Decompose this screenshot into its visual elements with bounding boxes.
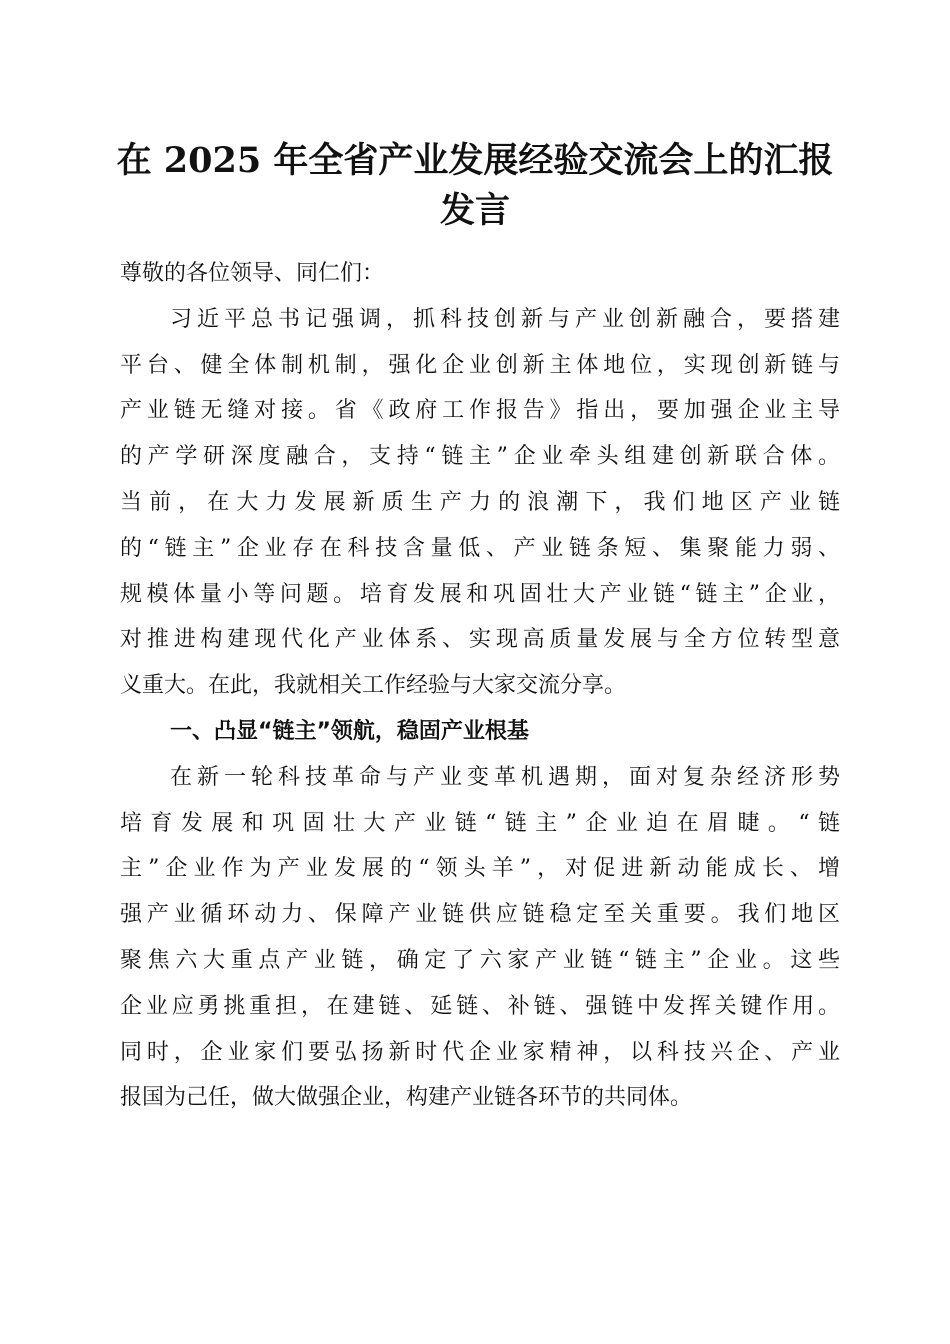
paragraph-line: 同时，企业家们要弘扬新时代企业家精神，以科技兴企、产业	[120, 1039, 840, 1065]
paragraph-line: 强产业循环动力、保障产业链供应链稳定至关重要。我们地区	[120, 902, 840, 928]
paragraph-line: 对推进构建现代化产业体系、实现高质量发展与全方位转型意	[120, 627, 840, 653]
paragraph-line: 的产学研深度融合，支持“链主”企业牵头组建创新联合体。	[120, 444, 840, 470]
paragraph-line: 企业应勇挑重担，在建链、延链、补链、强链中发挥关键作用。	[120, 993, 840, 1019]
paragraph-line: 平台、健全体制机制，强化企业创新主体地位，实现创新链与	[120, 352, 840, 378]
paragraph-line: 产业链无缝对接。省《政府工作报告》指出，要加强企业主导	[120, 398, 840, 424]
section-heading: 一、凸显“链主”领航，稳固产业根基	[170, 718, 529, 744]
document-title	[110, 136, 840, 236]
paragraph-line: 培育发展和巩固壮大产业链“链主”企业迫在眉睫。“链	[120, 810, 840, 836]
paragraph-line: 在新一轮科技革命与产业变革机遇期，面对复杂经济形势	[170, 764, 840, 790]
paragraph-line: 义重大。在此，我就相关工作经验与大家交流分享。	[120, 673, 627, 699]
paragraph-line: 聚焦六大重点产业链，确定了六家产业链“链主”企业。这些	[120, 947, 840, 973]
paragraph-1	[120, 297, 840, 709]
paragraph-2	[120, 755, 840, 1121]
paragraph-line: 习近平总书记强调，抓科技创新与产业创新融合，要搭建	[170, 306, 840, 332]
paragraph-line: 当前，在大力发展新质生产力的浪潮下，我们地区产业链	[120, 489, 840, 515]
salutation: 尊敬的各位领导、同仁们：	[120, 261, 385, 286]
document-body	[120, 251, 840, 1121]
paragraph-line: 报国为己任，做大做强企业，构建产业链各环节的共同体。	[120, 1085, 693, 1111]
paragraph-line: 的“链主”企业存在科技含量低、产业链条短、集聚能力弱、	[120, 535, 840, 561]
title-line-1: 在 2025 年全省产业发展经验交流会上的汇报	[116, 140, 834, 181]
title-line-2: 发言	[439, 190, 510, 231]
paragraph-line: 规模体量小等问题。培育发展和巩固壮大产业链“链主”企业，	[120, 581, 840, 607]
paragraph-line: 主”企业作为产业发展的“领头羊”，对促进新动能成长、增	[120, 856, 840, 882]
